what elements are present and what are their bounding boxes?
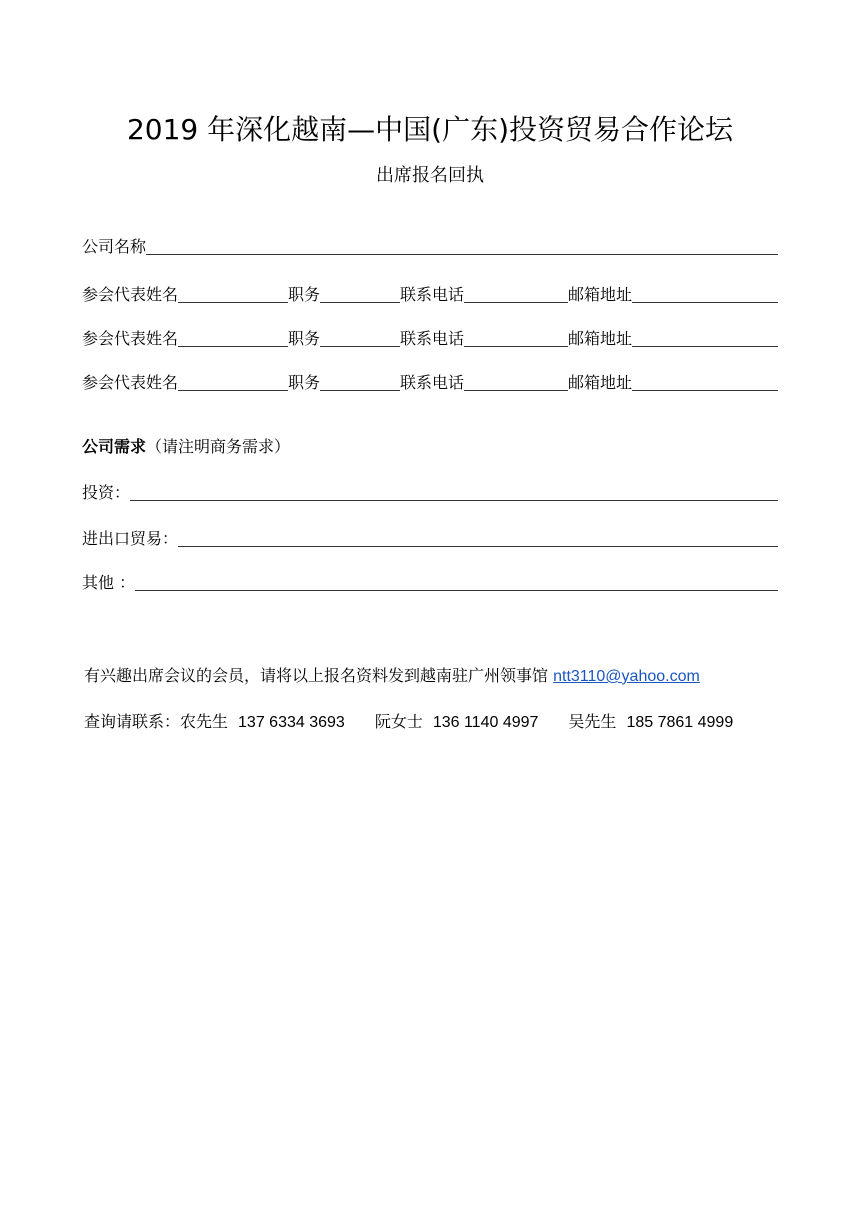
email-label: 邮箱地址: [568, 329, 633, 348]
company-name-row: [82, 232, 778, 258]
contact-phone: 185 7861 4999: [626, 714, 734, 731]
contact-name: 农先生: [180, 712, 229, 731]
delegate-name-field[interactable]: [178, 284, 288, 303]
trade-row: [82, 524, 778, 550]
position-label: 职务: [288, 285, 321, 304]
company-needs-heading: 公司需求: [82, 437, 147, 456]
trade-label: 进出口贸易：: [82, 529, 179, 548]
phone-label: 联系电话: [400, 285, 465, 304]
other-field[interactable]: [135, 572, 778, 591]
delegate-row: [82, 280, 778, 306]
email-field[interactable]: [632, 372, 778, 391]
position-label: 职务: [288, 329, 321, 348]
investment-label: 投资：: [82, 483, 131, 502]
delegate-row: [82, 324, 778, 350]
phone-label: 联系电话: [400, 329, 465, 348]
delegate-name-label: 参会代表姓名: [82, 285, 179, 304]
phone-field[interactable]: [464, 372, 568, 391]
contact-phone: 136 1140 4997: [432, 714, 539, 731]
document-subtitle: 出席报名回执: [376, 165, 484, 186]
contact-name: 阮女士: [374, 712, 423, 731]
contact-phone: 137 6334 3693: [238, 714, 345, 731]
company-needs-note: （请注明商务需求）: [146, 437, 291, 456]
other-row: [82, 568, 778, 594]
phone-field[interactable]: [464, 284, 568, 303]
delegate-name-label: 参会代表姓名: [82, 373, 179, 392]
phone-field[interactable]: [464, 328, 568, 347]
other-label: 其他 ：: [82, 573, 136, 592]
position-label: 职务: [288, 373, 321, 392]
investment-row: [82, 478, 778, 504]
contact-line: [84, 710, 733, 735]
position-field[interactable]: [320, 284, 400, 303]
position-field[interactable]: [320, 372, 400, 391]
trade-field[interactable]: [178, 528, 778, 547]
document-title: 2019 年深化越南—中国(广东)投资贸易合作论坛: [126, 113, 733, 146]
investment-field[interactable]: [130, 482, 778, 501]
position-field[interactable]: [320, 328, 400, 347]
company-needs-heading-row: [82, 432, 778, 458]
delegate-name-field[interactable]: [178, 372, 288, 391]
phone-label: 联系电话: [400, 373, 465, 392]
contact-label: 查询请联系：: [84, 712, 181, 731]
delegate-name-field[interactable]: [178, 328, 288, 347]
delegate-row: [82, 368, 778, 394]
email-field[interactable]: [632, 284, 778, 303]
consulate-email-link[interactable]: ntt3110@yahoo.com: [553, 668, 700, 685]
contact-name: 吴先生: [568, 712, 617, 731]
delegate-name-label: 参会代表姓名: [82, 329, 179, 348]
instruction-line: [84, 664, 700, 689]
email-label: 邮箱地址: [568, 285, 633, 304]
company-name-field[interactable]: [146, 236, 778, 255]
instruction-text: 有兴趣出席会议的会员，请将以上报名资料发到越南驻广州领事馆: [84, 666, 549, 685]
email-field[interactable]: [632, 328, 778, 347]
email-label: 邮箱地址: [568, 373, 633, 392]
company-name-label: 公司名称: [82, 237, 147, 256]
